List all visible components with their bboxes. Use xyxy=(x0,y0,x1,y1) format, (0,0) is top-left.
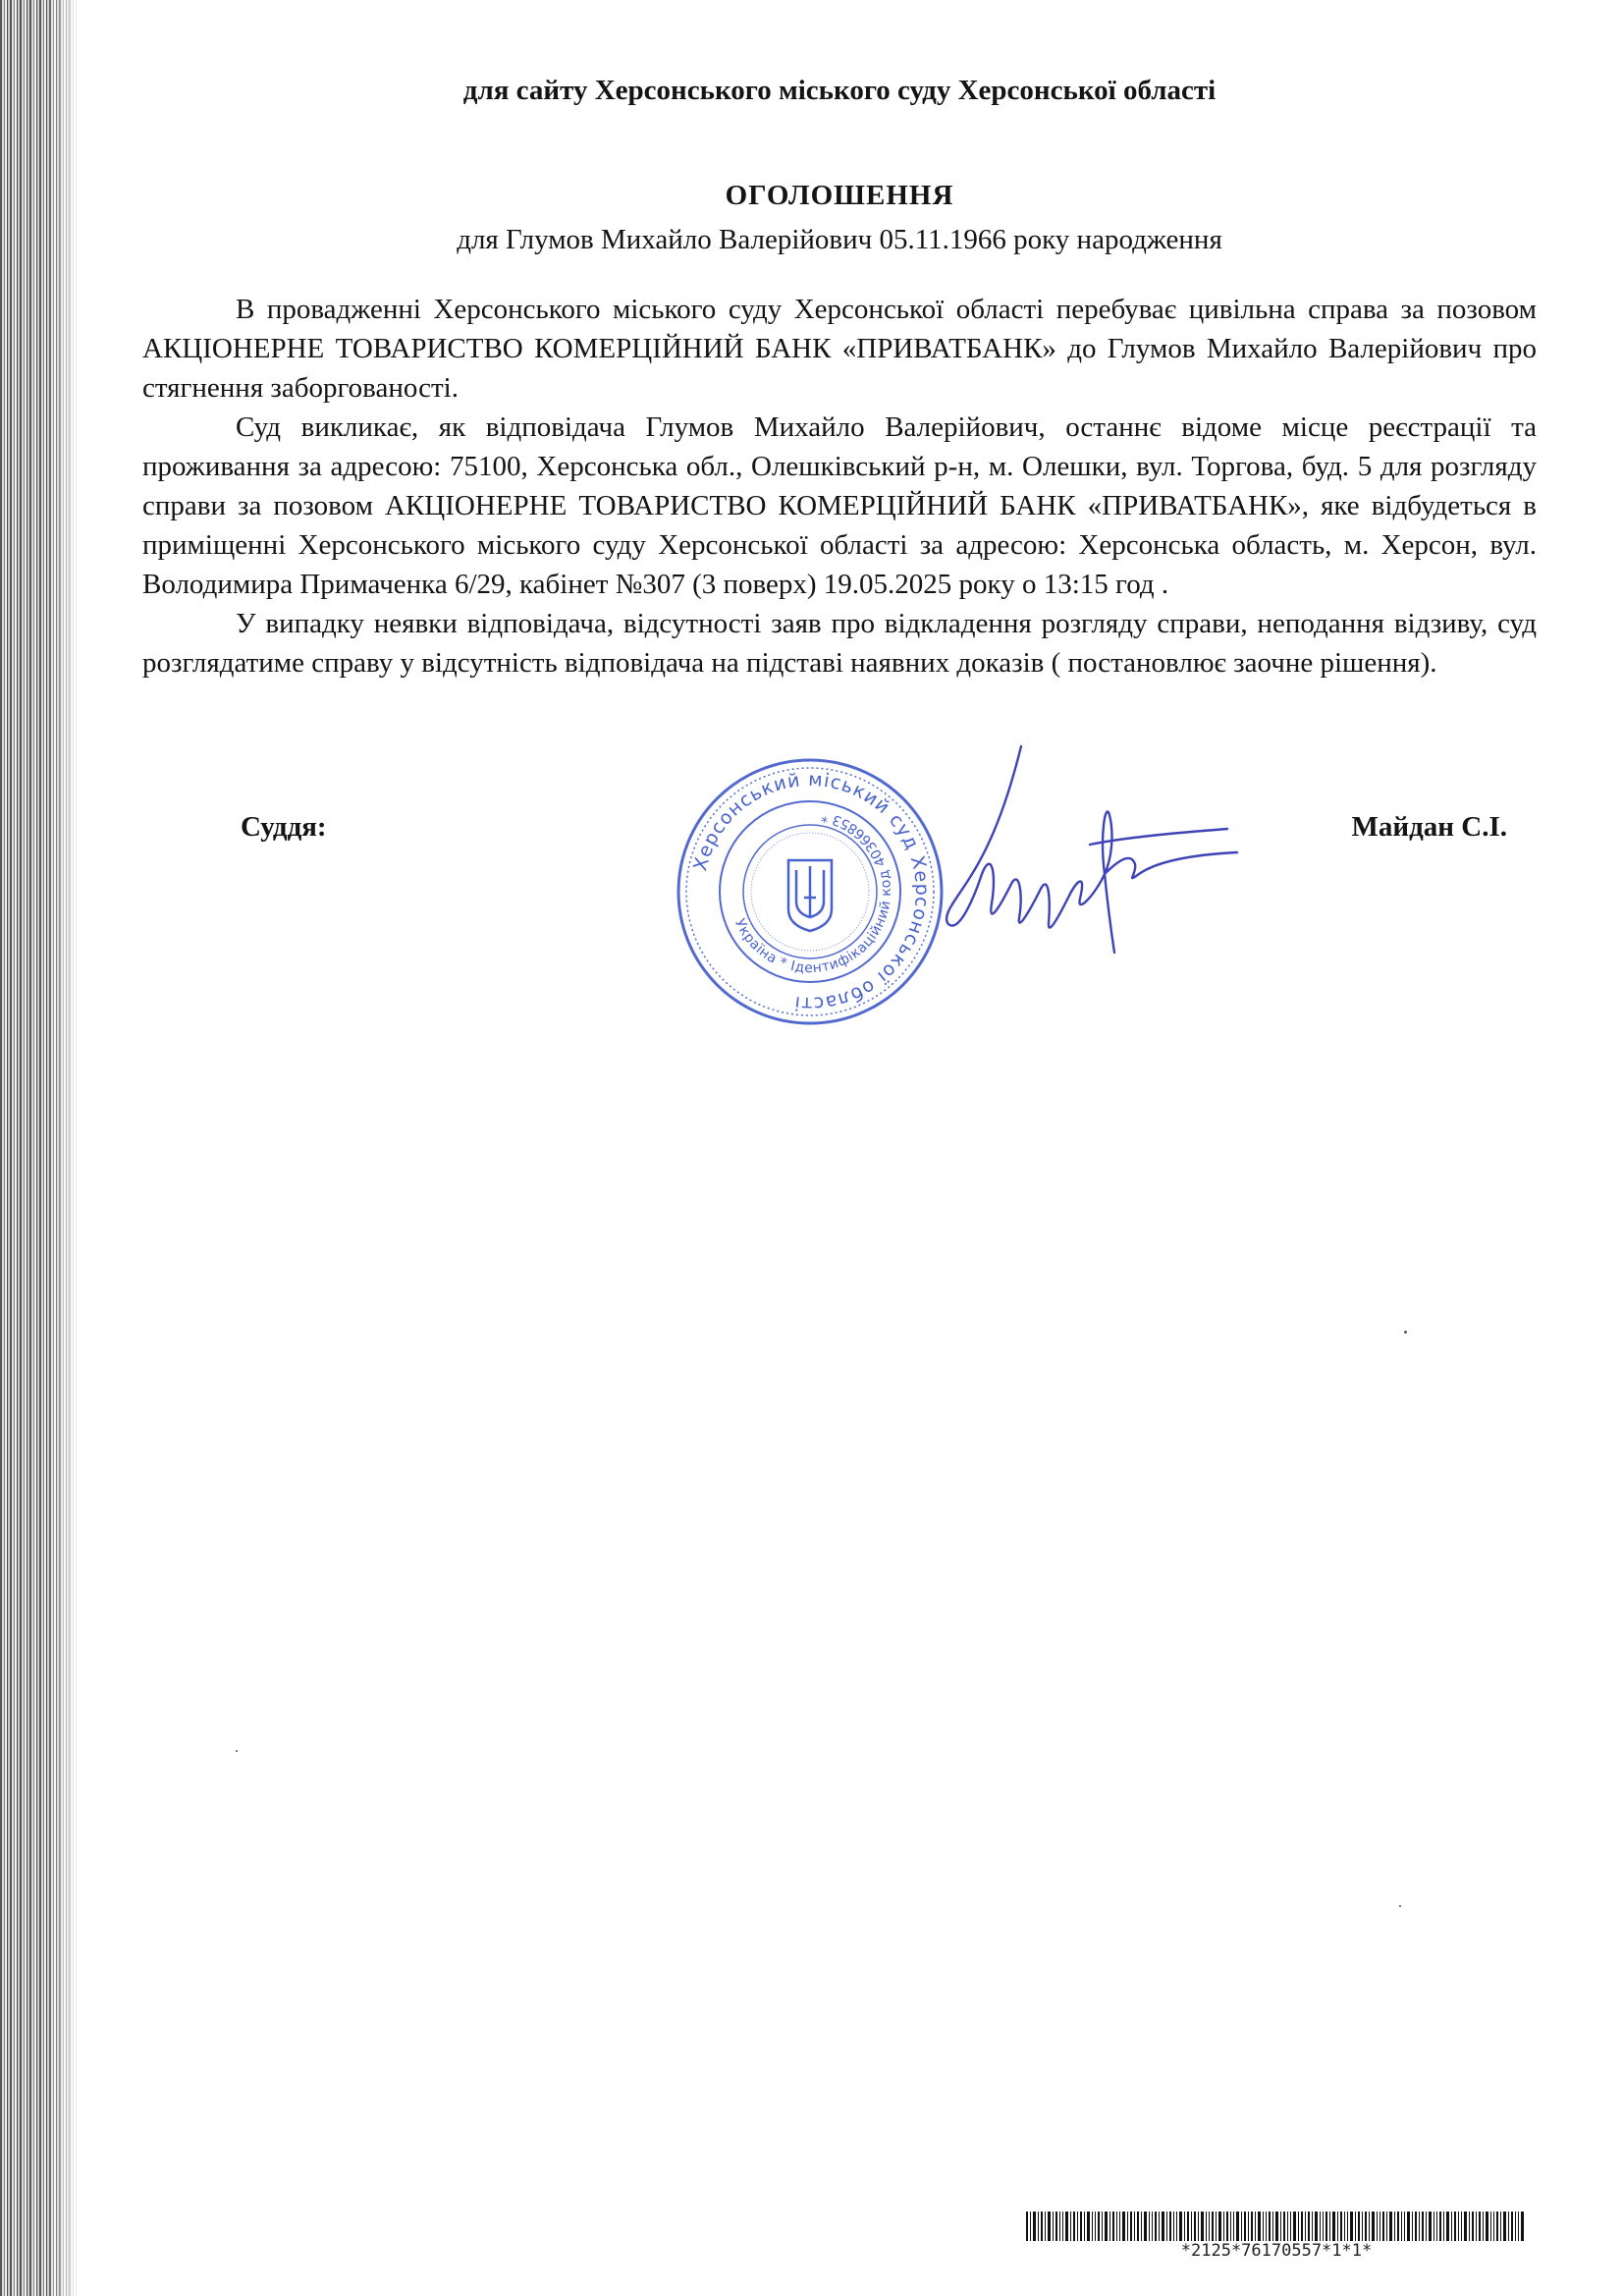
judge-label: Суддя: xyxy=(241,811,327,843)
paragraph: Суд викликає, як відповідача Глумов Михайло Валерійович, останнє відоме місце реєстрації та проживання за адресою: 75100, Херсонська обл., Олешківський р-н, м. Олешки, вул. Торгова, буд. 5 для розгляду справи за позовом АКЦІОНЕРНЕ ТОВАРИСТВО КОМЕРЦІЙНИЙ БАНК «ПРИВАТБАНК», яке відбудеться в приміщенні Херсонського міського суду Херсонської області за адресою: Херсонська область, м. Херсон, вул. Володимира Примаченка 6/29, кабінет №307 (3 поверх) 19.05.2025 року о 13:15 год . xyxy=(142,411,1537,600)
document-header: для сайту Херсонського міського суду Херсонської області xyxy=(462,75,1217,106)
document-subtitle: для Глумов Михайло Валерійович 05.11.1966 року народження xyxy=(457,224,1222,255)
barcode xyxy=(1026,2212,1527,2241)
svg-text:Україна * Ідентифікаційний код xyxy=(731,808,894,976)
document-page xyxy=(142,75,1537,843)
document-body xyxy=(142,290,1537,683)
scan-speck xyxy=(1399,1905,1401,1907)
coat-of-arms-icon xyxy=(788,860,832,931)
judge-name: Майдан С.І. xyxy=(1351,811,1507,843)
scan-speck xyxy=(1404,1331,1407,1334)
handwritten-signature xyxy=(903,727,1276,1021)
scan-speck xyxy=(236,1750,238,1752)
barcode-text: *2125*76170557*1*1* xyxy=(1180,2241,1373,2261)
paragraph: В провадженні Херсонського міського суду Херсонської області перебуває цивільна справа за позовом АКЦІОНЕРНЕ ТОВАРИСТВО КОМЕРЦІЙНИЙ БАНК «ПРИВАТБАНК» до Глумов Михайло Валерійович про стягнення заборгованості. xyxy=(142,294,1537,404)
scan-edge-artifact xyxy=(0,0,77,2296)
document-title: ОГОЛОШЕННЯ xyxy=(725,180,954,211)
stamp-inner-text: Україна * Ідентифікаційний код 40366853 * xyxy=(730,807,895,977)
stamp-outer-text: Херсонський міський суд Херсонської області xyxy=(689,768,934,1015)
paragraph: У випадку неявки відповідача, відсутності заяв про відкладення розгляду справи, неподання відзиву, суд розглядатиме справу у відсутність відповідача на підставі наявних доказів ( постановлює заочне рішення). xyxy=(142,608,1537,679)
